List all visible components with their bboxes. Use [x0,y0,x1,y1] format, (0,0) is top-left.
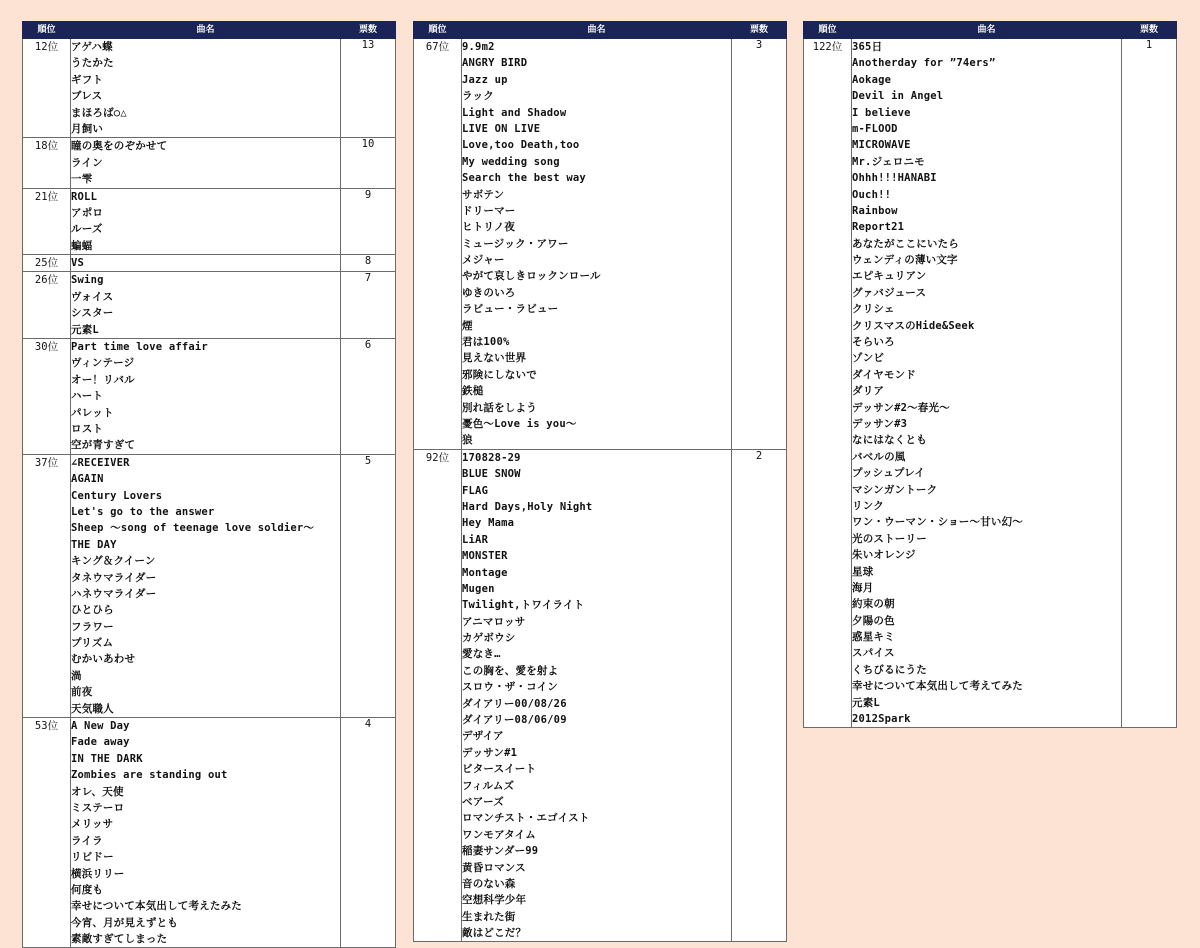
song-title: オレ、天使 [71,785,124,798]
song-title: 惑星キミ [852,631,895,644]
song-title: リンク [852,499,884,512]
song-title: くちびるにうた [852,663,927,676]
song-title: パレット [71,406,114,419]
song-title: LIVE ON LIVE [462,122,541,135]
vote-count: 7 [341,272,396,339]
song-title: ROLL [71,190,98,203]
song-title: Century Lovers [71,489,163,502]
song-title: A New Day [71,720,130,733]
song-list-cell [852,39,1122,728]
song-header: 曲名 [852,22,1122,39]
song-title: Love,too Death,too [462,139,580,152]
song-title: 海月 [852,581,874,594]
song-list [71,138,340,187]
song-title: キング＆クイーン [71,555,156,568]
song-list-cell [71,188,341,255]
song-title: ライラ [71,834,103,847]
song-title: ダイヤモンド [852,368,916,381]
song-title: メリッサ [71,818,114,831]
song-title: 横浜リリー [71,867,125,880]
vote-count: 3 [732,39,787,450]
rank-group-row [23,718,396,948]
song-list-cell [71,339,341,455]
vote-count: 2 [732,449,787,942]
song-title: Sheep ～song of teenage love soldier～ [71,522,315,535]
song-title: 月飼い [71,122,104,135]
song-title: ダリア [852,385,885,398]
song-title: カゲボウシ [462,632,516,645]
song-title: あなたがここにいたら [852,237,959,250]
song-title: ロスト [71,422,104,435]
song-title: Part time love affair [71,341,208,354]
song-list-cell [71,718,341,948]
ranking-body [23,39,396,948]
song-title: 瞳の奥をのぞかせて [71,140,168,153]
song-title: マシンガントーク [852,483,938,496]
count-header: 票数 [732,22,787,39]
song-title: Aokage [852,73,892,86]
song-title: フィルムズ [462,779,515,792]
song-title: 黄昏ロマンス [462,861,526,874]
song-title: ベアーズ [462,795,504,808]
song-list-cell [462,39,732,450]
song-title: Zombies are standing out [71,769,228,782]
song-title: 夕陽の色 [852,614,895,627]
song-title: ミュージック・アワー [462,237,569,250]
song-title: 星球 [852,565,874,578]
song-title: 元素L [852,696,880,709]
song-title: 蝙蝠 [71,239,93,252]
song-title: オー！リバル [71,373,135,386]
song-title: MONSTER [462,550,508,563]
rank-value: 92位 [414,449,462,942]
song-title: ∠RECEIVER [71,456,130,469]
song-title: デッサン#3 [852,417,908,430]
song-title: 邪険にしないで [462,368,537,381]
song-title: LiAR [462,533,489,546]
song-title: デッサン#1 [462,746,518,759]
rank-value: 21位 [23,188,71,255]
song-list [852,39,1121,727]
song-title: むかいあわせ [71,653,136,666]
song-title: ルーズ [71,223,103,236]
song-list [462,39,731,449]
song-title: 何度も [71,883,104,896]
song-title: 光のストーリー [852,532,927,545]
song-title: ダイアリー00/08/26 [462,697,567,710]
song-title: そらいろ [852,336,895,349]
song-title: 天気職人 [71,702,114,715]
rank-group-row [23,188,396,255]
song-title: リビドー [71,851,114,864]
song-title: 渦 [71,669,82,682]
song-title: 2012Spark [852,713,911,726]
song-title: 稲妻サンダー99 [462,845,539,858]
song-title: ANGRY BIRD [462,57,528,70]
song-title: m-FLOOD [852,122,898,135]
song-title: 愛なき… [462,648,501,661]
song-title: MICROWAVE [852,139,911,152]
song-title: FLAG [462,484,489,497]
song-title: 煙 [462,319,473,332]
song-title: Light and Shadow [462,106,567,119]
rank-group-row [23,39,396,138]
song-title: Hey Mama [462,517,515,530]
song-title: ギフト [71,73,104,86]
rank-value: 26位 [23,272,71,339]
song-title: メジャー [462,254,505,267]
song-title: 君は100% [462,336,510,349]
count-header: 票数 [1122,22,1177,39]
song-title: Swing [71,274,104,287]
song-title: ブレス [71,90,103,103]
song-title: デザイア [462,730,504,743]
rank-value: 30位 [23,339,71,455]
song-list [71,189,340,255]
song-title: Search the best way [462,172,586,185]
song-title: ミステーロ [71,801,125,814]
song-title: スロウ・ザ・コイン [462,681,558,694]
song-header: 曲名 [71,22,341,39]
count-header: 票数 [341,22,396,39]
rank-value: 12位 [23,39,71,138]
song-title: 空が青すぎて [71,439,136,452]
song-title: ライン [71,156,103,169]
rank-value: 37位 [23,454,71,717]
song-title: THE DAY [71,538,117,551]
song-title: 狼 [462,434,473,447]
song-title: ラビュー・ラビュー [462,303,559,316]
vote-count: 4 [341,718,396,948]
song-title: 幸せについて本気出して考えてみた [852,680,1023,693]
song-title: Ouch!! [852,188,892,201]
rank-group-row [414,39,787,450]
vote-count: 8 [341,255,396,272]
song-list-cell [462,449,732,942]
vote-count: 10 [341,138,396,188]
ranking-body [804,39,1177,728]
song-title: Twilight,トワイライト [462,599,585,612]
song-title: ラック [462,90,494,103]
song-title: Devil in Angel [852,90,944,103]
song-title: デッサン#2～春光～ [852,401,950,414]
rank-value: 25位 [23,255,71,272]
song-title: ヴォイス [71,290,114,303]
song-title: 素敵すぎてしまった [71,933,168,946]
song-list [71,272,340,338]
song-list [71,39,340,137]
song-title: I believe [852,106,911,119]
rank-value: 53位 [23,718,71,948]
song-title: Rainbow [852,204,898,217]
song-list [462,450,731,942]
song-title: 生まれた街 [462,910,516,923]
song-title: 幸せについて本気出して考えたみた [71,900,242,913]
rank-value: 67位 [414,39,462,450]
song-title: AGAIN [71,473,104,486]
song-list [71,718,340,947]
rank-group-row [23,138,396,188]
song-list-cell [71,272,341,339]
rank-group-row [23,339,396,455]
song-title: クリシェ [852,303,895,316]
song-title: シスター [71,307,114,320]
song-title: プリズム [71,637,114,650]
ranking-table-3 [803,21,1177,728]
song-list [71,339,340,454]
song-title: サボテン [462,188,505,201]
vote-count: 6 [341,339,396,455]
song-title: Hard Days,Holy Night [462,500,593,513]
song-title: ゆきのいろ [462,286,516,299]
song-title: Let's go to the answer [71,505,215,518]
song-title: 170828-29 [462,451,521,464]
song-title: 憂色～Love is you～ [462,417,577,430]
song-title: Ohhh!!!HANABI [852,172,937,185]
rank-group-row [23,255,396,272]
song-title: 365日 [852,41,883,53]
song-title: 一雫 [71,173,93,186]
song-title: 約束の朝 [852,598,895,611]
song-list-cell [71,454,341,717]
rank-group-row [23,454,396,717]
song-title: タネウマライダー [71,571,157,584]
ranking-body [414,39,787,942]
song-title: 今宵、月が見えずとも [71,916,178,929]
song-title: VS [71,257,85,270]
song-title: アゲハ蝶 [71,41,113,53]
song-title: 鉄槌 [462,385,484,398]
song-title: 朱いオレンジ [852,549,916,562]
vote-count: 5 [341,454,396,717]
song-title: ビタースイート [462,763,537,776]
song-title: Fade away [71,736,130,749]
rank-value: 18位 [23,138,71,188]
song-list [71,255,340,271]
song-title: プッシュプレイ [852,467,926,480]
song-title: Jazz up [462,73,508,86]
song-title: ヒトリノ夜 [462,221,516,234]
song-title: スパイス [852,647,895,660]
song-title: なにはなくとも [852,434,927,447]
song-title: ロマンチスト・エゴイスト [462,812,590,825]
ranking-table-1 [22,21,396,948]
song-list-cell [71,39,341,138]
song-title: バベルの風 [852,450,906,463]
vote-count: 9 [341,188,396,255]
song-title: クリスマスのHide&Seek [852,319,975,332]
song-title: 見えない世界 [462,352,527,365]
song-title: ひとひら [71,604,114,617]
song-title: Anotherday for ”74ers” [852,57,996,70]
rank-group-row [414,449,787,942]
song-title: アニマロッサ [462,615,526,628]
song-title: My wedding song [462,155,560,168]
vote-count: 13 [341,39,396,138]
song-title: ウェンディの薄い文字 [852,254,958,267]
song-title: ワン・ウーマン・ショー～甘い幻～ [852,516,1023,529]
rank-group-row [23,272,396,339]
song-title: ゾンビ [852,352,885,365]
rank-header: 順位 [804,22,852,39]
song-title: グァバジュース [852,286,927,299]
song-title: 空想科学少年 [462,894,527,907]
song-title: 別れ話をしよう [462,401,537,414]
song-title: 元素L [71,323,99,336]
song-list [71,455,340,717]
song-title: Montage [462,566,508,579]
song-title: 前夜 [71,686,93,699]
rank-header: 順位 [23,22,71,39]
song-list-cell [71,138,341,188]
song-title: この胸を、愛を射よ [462,664,559,677]
song-title: ハート [71,390,104,403]
song-title: 敵はどこだ？ [462,927,527,940]
song-title: やがて哀しきロックンロール [462,270,601,283]
rank-header: 順位 [414,22,462,39]
song-title: アポロ [71,206,104,219]
song-title: うたかた [71,57,114,70]
song-title: ヴィンテージ [71,357,135,370]
song-title: 音のない森 [462,877,516,890]
ranking-table-2 [413,21,787,942]
song-title: 9.9m2 [462,41,495,53]
song-header: 曲名 [462,22,732,39]
song-title: IN THE DARK [71,752,143,765]
song-title: エピキュリアン [852,270,927,283]
song-title: ワンモアタイム [462,828,536,841]
song-title: ドリーマー [462,204,516,217]
song-title: ダイアリー08/06/09 [462,714,567,727]
rank-value: 122位 [804,39,852,728]
song-list-cell [71,255,341,272]
rank-group-row [804,39,1177,728]
song-title: Report21 [852,221,905,234]
vote-count: 1 [1122,39,1177,728]
song-title: ハネウマライダー [71,587,157,600]
song-title: BLUE SNOW [462,468,521,481]
song-title: Mr.ジェロニモ [852,155,925,168]
song-title: フラワー [71,620,114,633]
song-title: まほろば○△ [71,106,127,119]
song-title: Mugen [462,582,495,595]
